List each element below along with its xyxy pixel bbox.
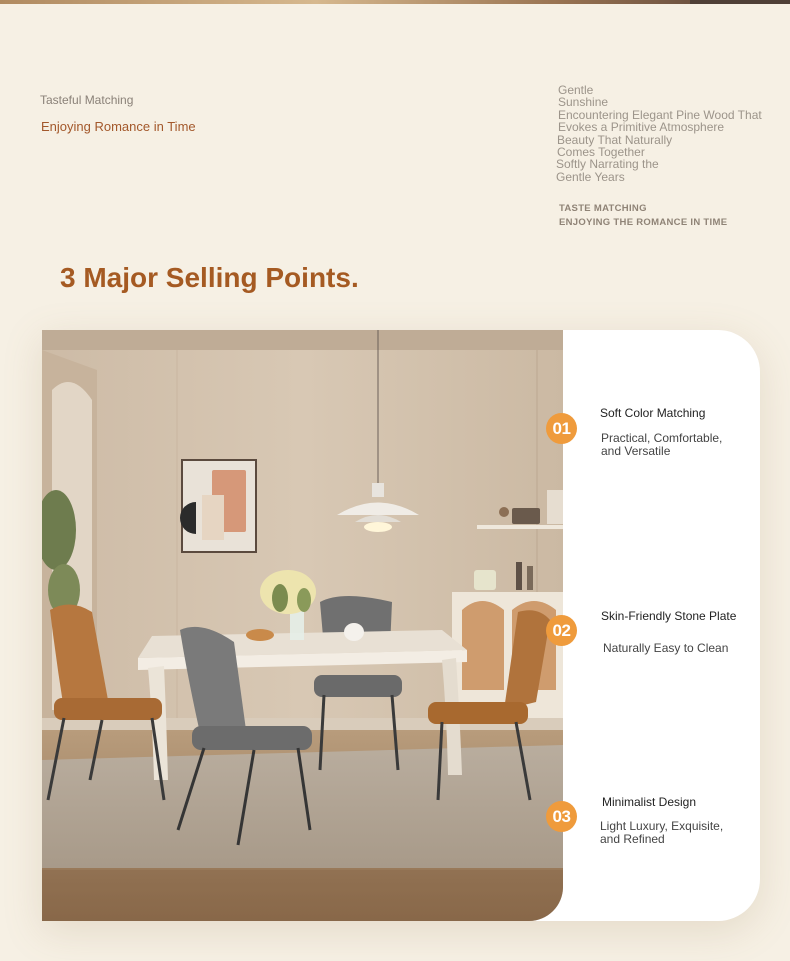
- point-description: Light Luxury, Exquisite, and Refined: [600, 819, 724, 846]
- intro-subtitle: Enjoying Romance in Time: [41, 119, 196, 134]
- point-number-badge: 02: [546, 615, 577, 646]
- poem-line: Evokes a Primitive Atmosphere: [558, 120, 725, 135]
- poem-line: Sunshine: [558, 95, 609, 110]
- poem-line: Beauty That Naturally: [557, 132, 673, 147]
- intro-block: [40, 93, 196, 134]
- poem-line: Comes Together: [557, 145, 645, 160]
- dining-room-photo: [42, 330, 563, 921]
- poem-caps: TASTE MATCHING: [559, 203, 647, 215]
- point-description: Practical, Comfortable, and Versatile: [601, 431, 723, 458]
- poem-line: Gentle Years: [556, 169, 625, 184]
- top-wood-strip: [0, 0, 790, 4]
- poem-line: Gentle: [558, 83, 594, 97]
- point-title: Skin-Friendly Stone Plate: [601, 609, 737, 623]
- point-description: Naturally Easy to Clean: [603, 641, 729, 655]
- poem-line: Encountering Elegant Pine Wood That: [558, 107, 762, 122]
- intro-tag: Tasteful Matching: [40, 93, 134, 107]
- poem-line: Softly Narrating the: [556, 157, 659, 172]
- point-number-badge: 01: [546, 413, 577, 444]
- point-title: Minimalist Design: [602, 795, 697, 809]
- point-number-badge: 03: [546, 801, 577, 832]
- poem-block: [556, 84, 776, 228]
- section-heading: 3 Major Selling Points.: [60, 262, 359, 293]
- poem-caps: ENJOYING THE ROMANCE IN TIME: [559, 217, 728, 229]
- point-title: Soft Color Matching: [600, 406, 706, 420]
